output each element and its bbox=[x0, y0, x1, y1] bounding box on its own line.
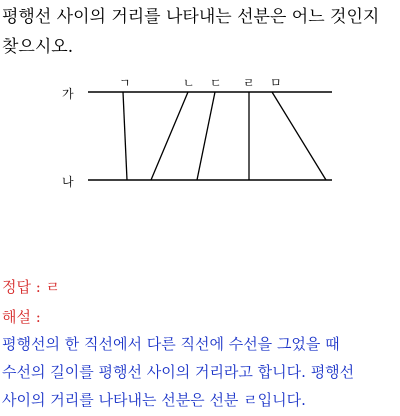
segment-nieun bbox=[151, 92, 188, 180]
line-label-na: 나 bbox=[62, 175, 74, 189]
segment-label-giyeok: ㄱ bbox=[119, 78, 131, 90]
explanation-line-2: 수선의 길이를 평행선 사이의 거리라고 합니다. 평행선 bbox=[2, 363, 355, 381]
segment-label-mieum: ㅁ bbox=[270, 78, 282, 90]
explanation-line-1: 평행선의 한 직선에서 다른 직선에 수선을 그었을 때 bbox=[2, 335, 340, 353]
segment-label-rieul: ㄹ bbox=[243, 78, 255, 90]
explanation-label: 해설 : bbox=[2, 308, 41, 326]
parallel-lines-diagram bbox=[60, 78, 340, 190]
segment-label-nieun: ㄴ bbox=[183, 78, 195, 90]
segment-mieum bbox=[272, 92, 326, 180]
parallel-lines-figure bbox=[60, 78, 340, 194]
answer-value: ㄹ bbox=[45, 278, 61, 296]
answer-section bbox=[2, 272, 398, 332]
segment-digeut bbox=[197, 92, 215, 180]
answer-label: 정답 : bbox=[2, 278, 46, 296]
line-label-ga: 가 bbox=[62, 87, 74, 101]
segment-label-digeut: ㄷ bbox=[210, 78, 222, 90]
explanation-text bbox=[2, 330, 398, 414]
question-line-1: 평행선 사이의 거리를 나타내는 선분은 어느 것인지 bbox=[2, 7, 380, 27]
question-text bbox=[2, 2, 398, 62]
segment-giyeok bbox=[123, 92, 127, 180]
question-line-2: 찾으시오. bbox=[2, 37, 74, 57]
explanation-line-3: 사이의 거리를 나타내는 선분은 선분 ㄹ입니다. bbox=[2, 391, 306, 409]
answer-row bbox=[2, 272, 398, 302]
